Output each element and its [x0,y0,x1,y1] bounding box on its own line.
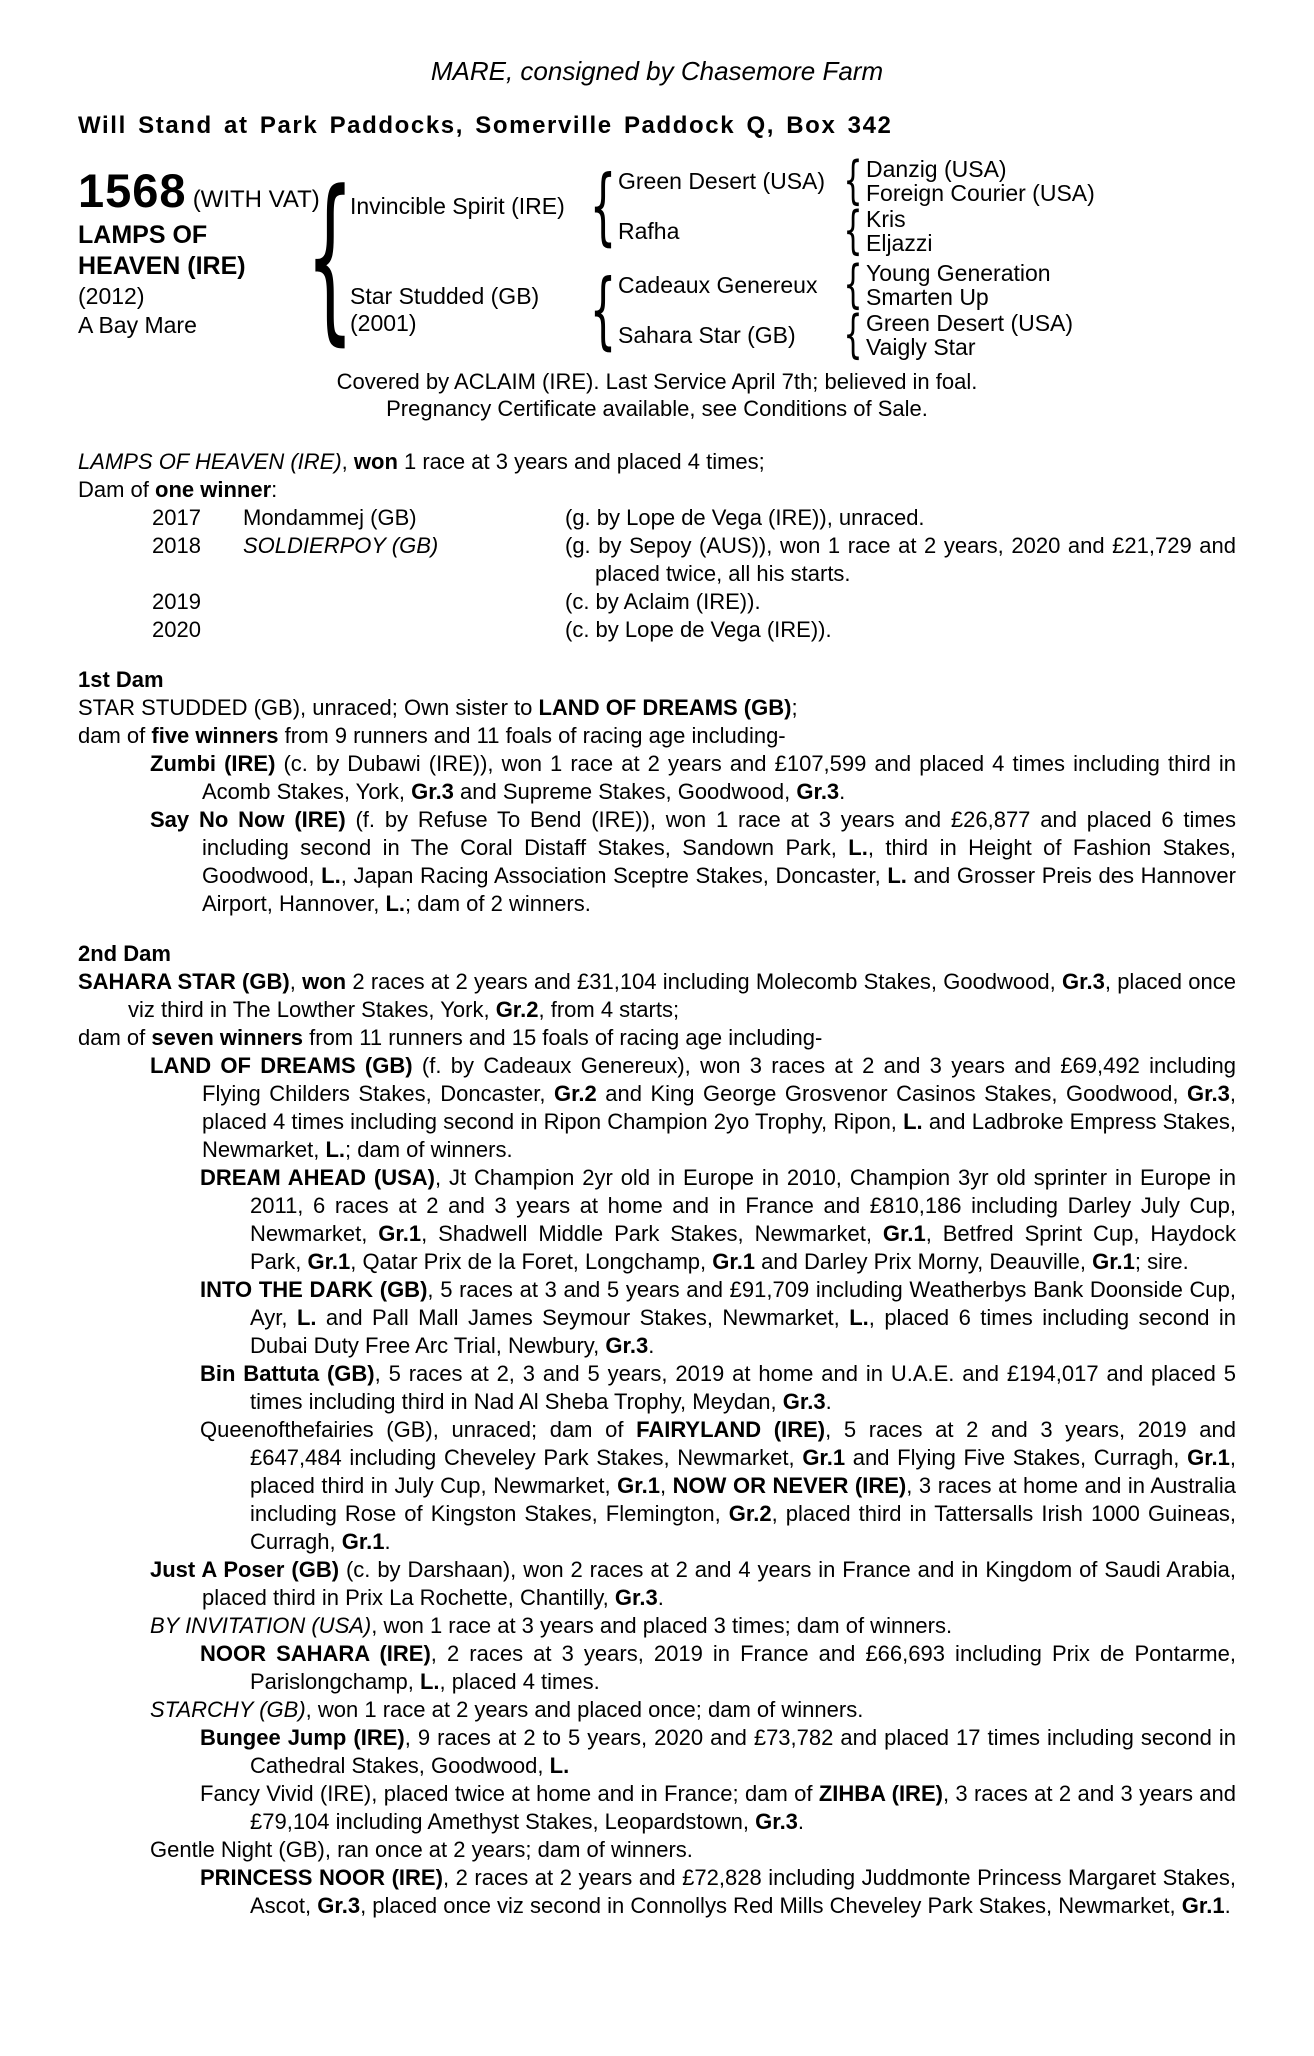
pedigree-note-paragraph: Say No Now (IRE) (f. by Refuse To Bend (IRE)), won 1 race at 3 years and £26,877 and placed 6 times including second in The Coral Distaff Stakes, Sandown Park, L., third in Height of Fashion Stakes, Goodwood, L., Japan Racing Association Sceptre Stakes, Doncaster, L. and Grosser Preis des Hannover Airport, Hannover, L.; dam of 2 winners. [150,807,1236,916]
catalogue-page [0,56,1314,1920]
race-record-summary: LAMPS OF HEAVEN (IRE), won 1 race at 3 years and placed 4 times; [78,449,765,474]
lot-horse-name: LAMPS OF HEAVEN (IRE) [78,220,246,280]
vat-note: (WITH VAT) [192,185,320,213]
pedigree-note-paragraph: Just A Poser (GB) (c. by Darshaan), won 2 races at 2 and 4 years in France and in Kingdom of Saudi Arabia, placed third in Prix La Rochette, Chantilly, Gr.3. [150,1557,1237,1610]
pedigree-brace-icon: { [843,201,863,261]
pedigree-brace-icon: { [843,151,863,211]
produce-name: SOLDIERPOY (GB) [243,533,439,558]
produce-name: Mondammej (GB) [243,505,417,530]
pedigree-brace-icon: { [589,261,617,359]
pedigree-note-paragraph: dam of five winners from 9 runners and 11 foals of racing age including- [78,723,786,748]
sire-dam-sire: Kris [866,206,906,232]
produce-row [78,532,1236,588]
produce-description: (g. by Lope de Vega (IRE)), unraced. [565,505,925,530]
consignment-title: MARE, consigned by Chasemore Farm [430,56,884,86]
produce-description: (c. by Lope de Vega (IRE)). [565,617,832,642]
pedigree-note-paragraph: Gentle Night (GB), ran once at 2 years; dam of winners. [150,1837,693,1862]
pedigree-note-paragraph: STAR STUDDED (GB), unraced; Own sister to LAND OF DREAMS (GB); [78,695,798,720]
sire-dam-dam: Eljazzi [866,230,933,256]
dam-sire-name: Cadeaux Genereux [618,272,818,298]
lot-number: 1568 [78,163,187,217]
produce-description: (g. by Sepoy (AUS)), won 1 race at 2 years, 2020 and £21,729 and placed twice, all his starts. [565,533,1236,586]
race-record-block [78,448,1236,504]
pedigree-section [78,151,1236,365]
pedigree-brace-icon: { [305,153,355,362]
produce-row [78,504,1236,532]
sire-name: Invincible Spirit (IRE) [350,192,565,219]
pedigree-note-paragraph: DREAM AHEAD (USA), Jt Champion 2yr old in Europe in 2010, Champion 3yr old sprinter in Europe in 2011, 6 races at 2 and 3 years at home and in France and £810,186 including Darley July Cup, Newmarket, Gr.1, Shadwell Middle Park Stakes, Newmarket, Gr.1, Betfred Sprint Cup, Haydock Park, Gr.1, Qatar Prix de la Foret, Longchamp, Gr.1 and Darley Prix Morny, Deauville, Gr.1; sire. [200,1165,1237,1274]
pedigree-note-paragraph: PRINCESS NOOR (IRE), 2 races at 2 years and £72,828 including Juddmonte Princess Margaret Stakes, Ascot, Gr.3, placed once viz second in Connollys Red Mills Cheveley Park Stakes, Newmarket, Gr.1. [200,1865,1236,1918]
dam-family [350,255,1095,365]
dam-sections [78,666,1236,1920]
pedigree-note-paragraph: Queenofthefairies (GB), unraced; dam of FAIRYLAND (IRE), 5 races at 2 and 3 years, 2019 and £647,484 including Cheveley Park Stakes, Newmarket, Gr.1 and Flying Five Stakes, Curragh, Gr.1, placed third in July Cup, Newmarket, Gr.1, NOW OR NEVER (IRE), 3 races at home and in Australia including Rose of Kingston Stakes, Flemington, Gr.2, placed third in Tattersalls Irish 1000 Guineas, Curragh, Gr.1. [200,1417,1237,1554]
sire-family [350,151,1095,261]
pedigree-note-paragraph: dam of seven winners from 11 runners and 15 foals of racing age including- [78,1025,823,1050]
produce-row [78,588,1236,616]
sire-sire-dam: Foreign Courier (USA) [866,180,1095,206]
pedigree-brace-icon: { [843,255,863,315]
produce-year: 2018 [152,533,201,558]
dam-name: Star Studded (GB) [350,283,540,309]
produce-name [243,616,565,644]
pedigree-tree [305,151,1095,365]
pedigree-brace-icon: { [589,157,617,255]
sire-sire-sire: Danzig (USA) [866,156,1007,182]
dam-sire-sire: Young Generation [866,260,1051,286]
dam-foaling-year: (2001) [350,310,417,336]
produce-year: 2019 [152,589,201,614]
pedigree-note-paragraph: NOOR SAHARA (IRE), 2 races at 3 years, 2019 in France and £66,693 including Prix de Pontarme, Parislongchamp, L., placed 4 times. [200,1641,1236,1694]
sire-sire-name: Green Desert (USA) [618,168,826,194]
dam-of-line: Dam of one winner: [78,477,278,502]
lot-description: A Bay Mare [78,311,197,338]
produce-year: 2017 [152,505,201,530]
dam-dam-dam: Vaigly Star [866,334,976,360]
sire-dam-name: Rafha [618,218,680,244]
section-heading: 2nd Dam [78,941,171,966]
stand-location: Will Stand at Park Paddocks, Somerville Paddock Q, Box 342 [78,112,893,139]
pedigree-note-paragraph: SAHARA STAR (GB), won 2 races at 2 years and £31,104 including Molecomb Stakes, Goodwood, Gr.3, placed once viz third in The Lowther Stakes, York, Gr.2, from 4 starts; [78,969,1236,1022]
pedigree-brace-icon: { [843,305,863,365]
pedigree-note-paragraph: Bin Battuta (GB), 5 races at 2, 3 and 5 years, 2019 at home and in U.A.E. and £194,017 and placed 5 times including third in Nad Al Sheba Trophy, Meydan, Gr.3. [200,1361,1236,1414]
produce-year: 2020 [152,617,201,642]
produce-name [243,588,565,616]
pedigree-note-paragraph: STARCHY (GB), won 1 race at 2 years and placed once; dam of winners. [150,1697,864,1722]
pedigree-note-paragraph: BY INVITATION (USA), won 1 race at 3 years and placed 3 times; dam of winners. [150,1613,953,1638]
pregnancy-statement: Pregnancy Certificate available, see Conditions of Sale. [386,396,928,421]
section-heading: 1st Dam [78,667,164,692]
dam-dam-sire: Green Desert (USA) [866,310,1074,336]
covered-statement: Covered by ACLAIM (IRE). Last Service April 7th; believed in foal. [336,369,978,394]
pedigree-note-paragraph: LAND OF DREAMS (GB) (f. by Cadeaux Genereux), won 3 races at 2 and 3 years and £69,492 including Flying Childers Stakes, Doncaster, Gr.2 and King George Grosvenor Casinos Stakes, Goodwood, Gr.3, placed 4 times including second in Ripon Champion 2yo Trophy, Ripon, L. and Ladbroke Empress Stakes, Newmarket, L.; dam of winners. [150,1053,1236,1162]
produce-row [78,616,1236,644]
pedigree-note-paragraph: Zumbi (IRE) (c. by Dubawi (IRE)), won 1 race at 2 years and £107,599 and placed 4 times including third in Acomb Stakes, York, Gr.3 and Supreme Stakes, Goodwood, Gr.3. [150,751,1236,804]
pedigree-note-paragraph: Bungee Jump (IRE), 9 races at 2 to 5 years, 2020 and £73,782 and placed 17 times including second in Cathedral Stakes, Goodwood, L. [200,1725,1236,1778]
pedigree-note-paragraph: Fancy Vivid (IRE), placed twice at home and in France; dam of ZIHBA (IRE), 3 races at 2 and 3 years and £79,104 including Amethyst Stakes, Leopardstown, Gr.3. [200,1781,1237,1834]
lot-info [78,163,320,340]
dam-dam-name: Sahara Star (GB) [618,322,796,348]
dam-sire-dam: Smarten Up [866,284,989,310]
produce-description: (c. by Aclaim (IRE)). [565,589,761,614]
lot-foaling-year: (2012) [78,282,145,309]
produce-records [78,504,1236,644]
pedigree-note-paragraph: INTO THE DARK (GB), 5 races at 3 and 5 years and £91,709 including Weatherbys Bank Doonside Cup, Ayr, L. and Pall Mall James Seymour Stakes, Newmarket, L., placed 6 times including second in Dubai Duty Free Arc Trial, Newbury, Gr.3. [200,1277,1236,1358]
